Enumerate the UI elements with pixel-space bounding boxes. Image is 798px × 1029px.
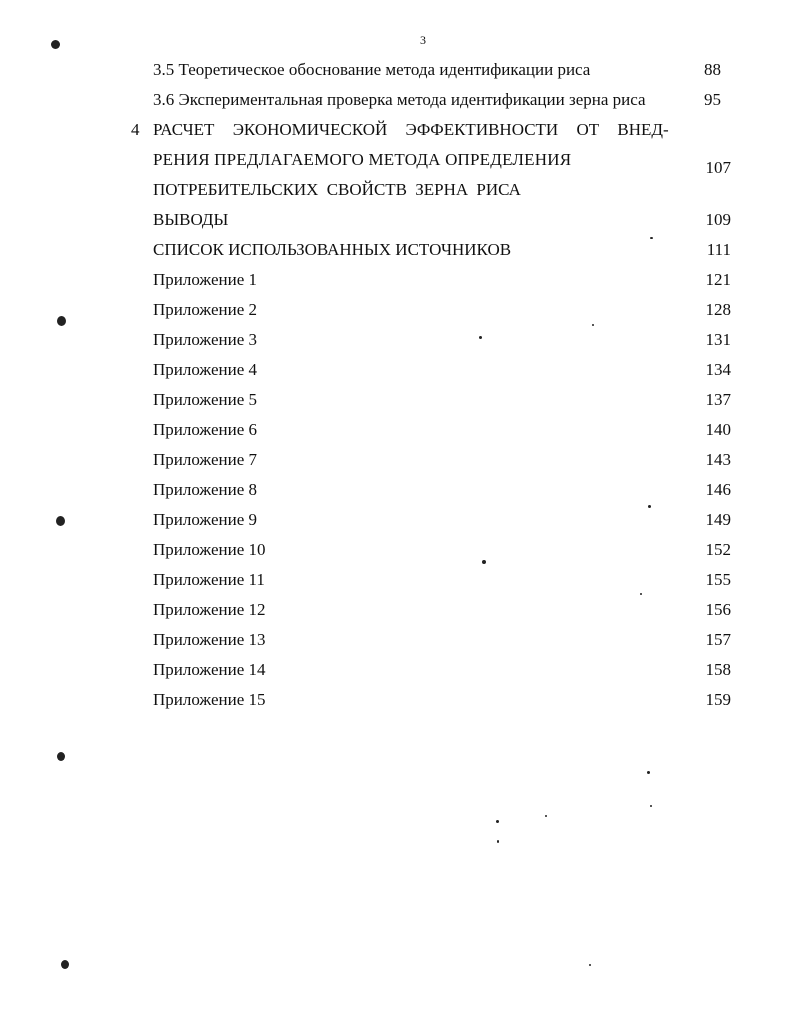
- chapter-4-title-line: ПОТРЕБИТЕЛЬСКИХ СВОЙСТВ ЗЕРНА РИСА: [153, 180, 521, 199]
- toc-entry-title: Приложение 3: [153, 330, 257, 349]
- scan-speck: [640, 593, 642, 595]
- toc-entry-page: 111: [706, 240, 731, 259]
- toc-entry-title: Приложение 5: [153, 390, 257, 409]
- toc-entry-page: 158: [705, 660, 731, 679]
- toc-entry-page: 156: [705, 600, 731, 619]
- toc-entry-page: 128: [705, 300, 731, 319]
- toc-entry-page: 157: [705, 630, 731, 649]
- toc-entry-title: Приложение 13: [153, 630, 266, 649]
- scan-speck: [650, 237, 653, 239]
- toc-entry-title: ВЫВОДЫ: [153, 210, 229, 229]
- toc-entry-page: 88: [704, 60, 721, 79]
- scan-speck: [592, 324, 594, 326]
- toc-entry-title: Приложение 8: [153, 480, 257, 499]
- toc-entry-title: 3.6 Экспериментальная проверка метода идентификации зерна риса: [153, 90, 646, 109]
- scan-speck: [496, 820, 499, 823]
- toc-entry-page: 159: [705, 690, 731, 709]
- toc-entry-page: 131: [705, 330, 731, 349]
- scan-speck: [497, 840, 499, 843]
- toc-entry-title: Приложение 14: [153, 660, 266, 679]
- scan-speck: [648, 505, 651, 508]
- toc-entry-title: Приложение 6: [153, 420, 257, 439]
- toc-entry-page: 109: [705, 210, 731, 229]
- toc-entry-page: 95: [704, 90, 721, 109]
- scan-speck: [482, 560, 486, 564]
- page-number: 3: [420, 33, 426, 47]
- scan-speck: [51, 40, 60, 49]
- toc-entry-page: 107: [705, 158, 731, 177]
- scan-speck: [56, 516, 65, 526]
- toc-entry-title: Приложение 1: [153, 270, 257, 289]
- toc-entry-title: Приложение 7: [153, 450, 257, 469]
- toc-entry-title: 3.5 Теоретическое обоснование метода идентификации риса: [153, 60, 591, 79]
- scan-speck: [57, 752, 65, 761]
- scan-speck: [57, 316, 66, 326]
- toc-entry-page: 137: [705, 390, 731, 409]
- toc-entry-page: 155: [705, 570, 731, 589]
- scan-speck: [61, 960, 69, 969]
- toc-entry-page: 140: [705, 420, 731, 439]
- toc-entry-title: Приложение 12: [153, 600, 266, 619]
- scan-speck: [479, 336, 482, 339]
- chapter-4-title-line: РАСЧЕТ ЭКОНОМИЧЕСКОЙ ЭФФЕКТИВНОСТИ ОТ ВНЕД-: [153, 120, 669, 139]
- scan-speck: [647, 771, 650, 774]
- toc-entry-title: Приложение 10: [153, 540, 266, 559]
- chapter-4-number: 4: [131, 120, 140, 139]
- toc-entry-page: 146: [705, 480, 731, 499]
- scan-speck: [589, 964, 591, 966]
- toc-entry-title: Приложение 15: [153, 690, 266, 709]
- toc-entry-page: 149: [705, 510, 731, 529]
- scan-speck: [650, 805, 652, 807]
- toc-entry-title: Приложение 9: [153, 510, 257, 529]
- toc-entry-title: СПИСОК ИСПОЛЬЗОВАННЫХ ИСТОЧНИКОВ: [153, 240, 512, 259]
- toc-entry-title: Приложение 11: [153, 570, 265, 589]
- toc-entry-title: Приложение 4: [153, 360, 257, 379]
- scan-speck: [545, 815, 547, 817]
- toc-entry-page: 152: [705, 540, 731, 559]
- chapter-4-title-line: РЕНИЯ ПРЕДЛАГАЕМОГО МЕТОДА ОПРЕДЕЛЕНИЯ: [153, 150, 572, 169]
- toc-entry-page: 121: [705, 270, 731, 289]
- toc-entry-page: 134: [705, 360, 731, 379]
- toc-entry-title: Приложение 2: [153, 300, 257, 319]
- toc-entry-page: 143: [705, 450, 731, 469]
